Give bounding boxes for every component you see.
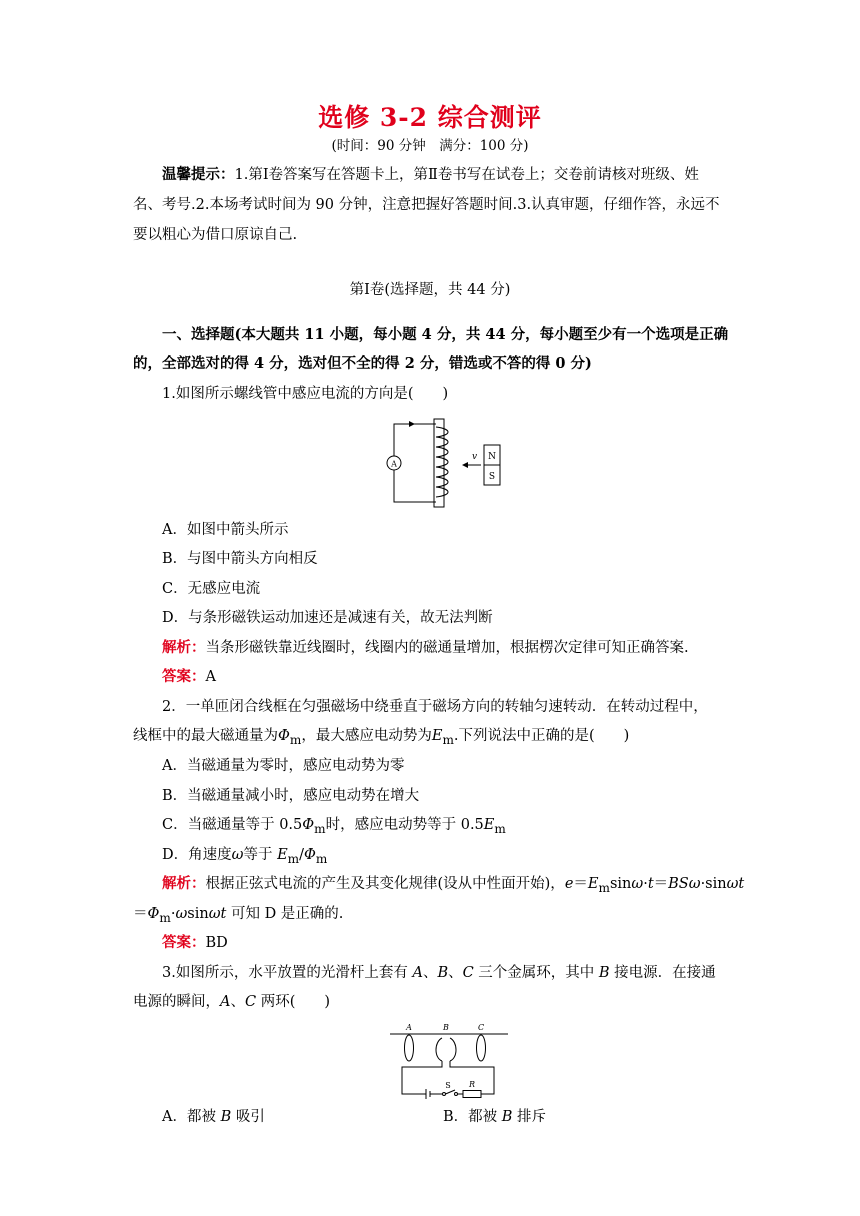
answer-label: 答案： [162, 668, 206, 685]
notice-label: 温馨提示： [162, 166, 235, 183]
exam-time-info: (时间：90 分钟 满分：100 分) [331, 138, 529, 154]
section-heading-line-1: 一、选择题(本大题共 11 小题，每小题 4 分，共 44 分，每小题至少有一个选项是正确 [162, 326, 729, 343]
ring-c-label: C [477, 1023, 485, 1032]
analysis-label: 解析： [162, 875, 206, 892]
q1-option-c: C．无感应电流 [162, 581, 261, 597]
q2-option-c: C．当磁通量等于 $0.5\Phi_m$时，感应电动势等于 $0.5E_m$ [162, 817, 506, 836]
q2-answer: 答案：BD [162, 934, 228, 951]
rings-circuit-figure [390, 1020, 508, 1100]
q1-analysis: 解析：当条形磁铁靠近线圈时，线圈内的磁通量增加，根据楞次定律可知正确答案. [162, 639, 689, 656]
ring-a-label: A [406, 1023, 412, 1032]
page-title: 选修 3-2 综合测评 [318, 103, 542, 132]
q2-analysis-cont: $=\Phi_m\cdot\omega\sin\omega t$ 可知 D 是正确的. [133, 906, 344, 925]
question-3-stem-2: 电源的瞬间，A、C 两环( ) [133, 994, 331, 1010]
switch-label: S [445, 1081, 451, 1090]
q1-option-a: A．如图中箭头所示 [162, 522, 289, 538]
question-2-stem-1: 2．一单匝闭合线框在匀强磁场中绕垂直于磁场方向的转轴匀速转动．在转动过程中， [162, 699, 708, 715]
q1-option-d: D．与条形磁铁运动加速还是减速有关，故无法判断 [162, 610, 493, 626]
q2-option-a: A．当磁通量为零时，感应电动势为零 [162, 758, 405, 774]
q1-answer: 答案：A [162, 668, 216, 685]
q3-option-b: B．都被 B 排斥 [443, 1109, 547, 1125]
answer-label: 答案： [162, 934, 206, 951]
notice-line-3: 要以粗心为借口原谅自己. [133, 227, 298, 243]
ammeter-label: A [391, 459, 397, 469]
question-1-stem: 1.如图所示螺线管中感应电流的方向是( ) [162, 386, 449, 402]
magnet-north-label: N [488, 452, 496, 462]
q2-option-d: D．角速度ω等于 $E_m/\Phi_m$ [162, 847, 328, 866]
question-2-stem-2: 线框中的最大磁通量为$\Phi_m$，最大感应电动势为$E_m$.下列说法中正确的是( ) [133, 728, 630, 747]
analysis-label: 解析： [162, 639, 206, 656]
ring-b-label: B [443, 1023, 449, 1032]
section-heading-line-2: 的，全部选对的得 4 分，选对但不全的得 2 分，错选或不答的得 0 分) [133, 355, 592, 372]
question-3-stem-1: 3.如图所示，水平放置的光滑杆上套有 A、B、C 三个金属环，其中 B 接电源．在接通 [162, 965, 716, 981]
resistor-label: R [468, 1080, 476, 1089]
q3-option-a: A．都被 B 吸引 [162, 1109, 265, 1125]
velocity-label: v [472, 452, 478, 462]
notice-line-1: 温馨提示：1.第Ⅰ卷答案写在答题卡上，第Ⅱ卷书写在试卷上；交卷前请核对班级、姓 [162, 166, 699, 183]
part-title: 第Ⅰ卷(选择题，共 44 分) [349, 282, 511, 298]
q1-option-b: B．与图中箭头方向相反 [162, 551, 318, 567]
q2-analysis: 解析：根据正弦式电流的产生及其变化规律(设从中性面开始)，$e=E_m\sin\omega\cdot t=BS\omega\cdot\sin\omega t$ [162, 875, 745, 895]
magnet-south-label: S [488, 472, 496, 482]
solenoid-figure [380, 415, 510, 507]
notice-line-2: 名、考号.2.本场考试时间为 90 分钟，注意把握好答题时间.3.认真审题，仔细作答，永远不 [133, 197, 720, 213]
q2-option-b: B．当磁通量减小时，感应电动势在增大 [162, 788, 420, 804]
